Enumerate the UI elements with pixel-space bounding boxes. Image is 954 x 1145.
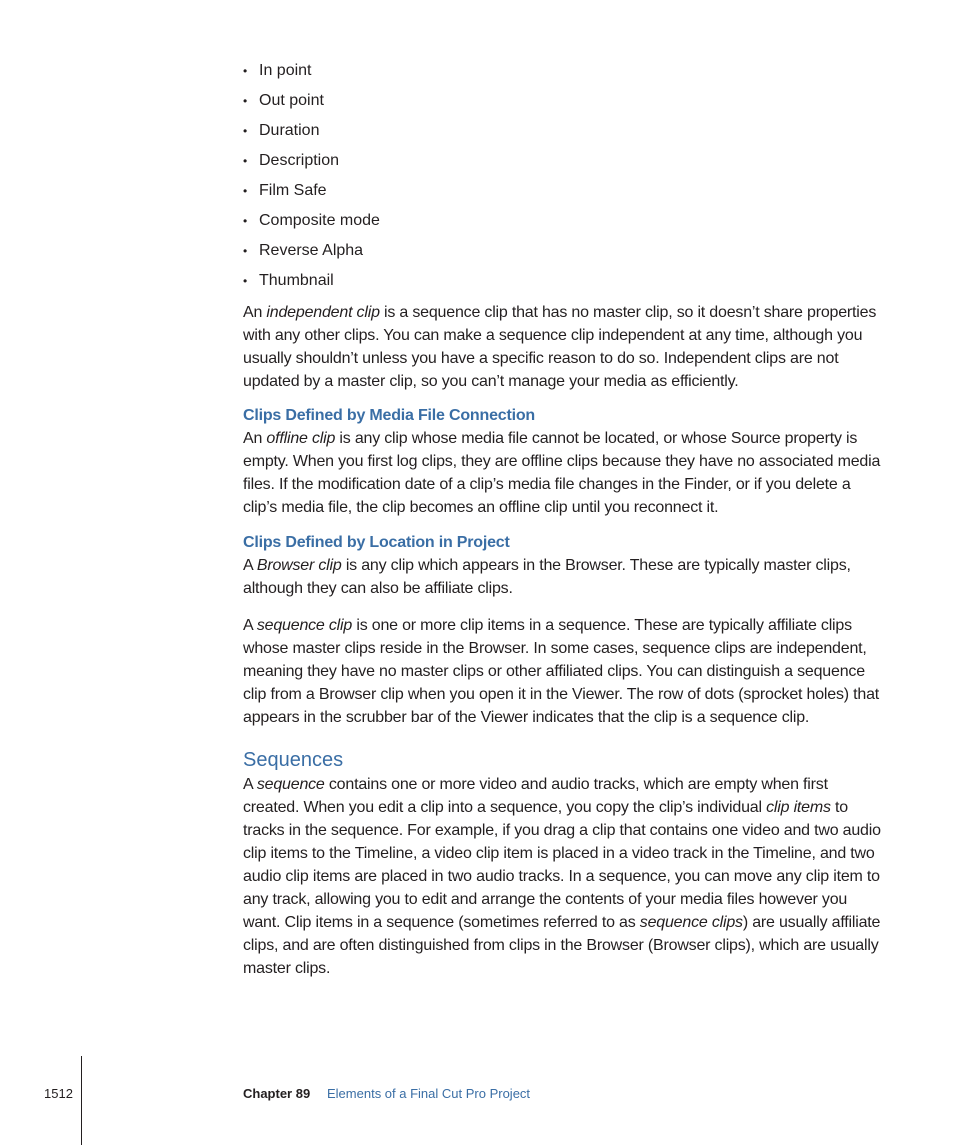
list-item: • Reverse Alpha <box>243 242 364 259</box>
property-list <box>243 61 883 291</box>
page-content <box>243 61 883 980</box>
page-number: 1512 <box>44 1086 73 1101</box>
footer-chapter-label: Chapter 89 <box>243 1086 311 1101</box>
paragraph-sequence-clip: A sequence clip is one or more clip items in a sequence. These are typically affiliate clips whose master clips reside in the Browser. In some cases, sequence clips are independent, meaning they have no master clips or other affiliated clips. You can distinguish a sequence clip from a Browser clip when you open it in the Viewer. The row of dots (sprocket holes) that appears in the scrubber bar of the Viewer indicates that the clip is a sequence clip. <box>243 617 880 726</box>
footer-divider <box>81 1056 82 1145</box>
list-item: • Composite mode <box>243 212 380 229</box>
list-item: • Duration <box>243 122 320 139</box>
paragraph-browser-clip: A Browser clip is any clip which appears in the Browser. These are typically master clips, although they can also be affiliate clips. <box>243 557 851 597</box>
paragraph-sequences: A sequence contains one or more video and audio tracks, which are empty when first created. When you edit a clip into a sequence, you copy the clip’s individual clip items to tracks in the sequence. For example, if you drag a clip that contains one video and two audio clip items to the Timeline, a video clip item is placed in a video track in the Timeline, and two audio clip items are placed in two audio tracks. In a sequence, you can move any clip item to any track, allowing you to edit and arrange the contents of your media files however you want. Clip items in a sequence (sometimes referred to as sequence clips) are usually affiliate clips, and are often distinguished from clips in the Browser (Browser clips), which are usually master clips. <box>243 776 881 977</box>
heading-location-in-project: Clips Defined by Location in Project <box>243 534 510 551</box>
footer-chapter-title: Elements of a Final Cut Pro Project <box>327 1086 531 1101</box>
list-item: • Description <box>243 152 340 169</box>
list-item: • Thumbnail <box>243 272 334 289</box>
list-item: • Film Safe <box>243 182 327 199</box>
heading-media-file-connection: Clips Defined by Media File Connection <box>243 407 535 424</box>
heading-sequences: Sequences <box>243 749 344 771</box>
list-item: • In point <box>243 62 312 79</box>
list-item: • Out point <box>243 92 324 109</box>
paragraph-independent-clip: An independent clip is a sequence clip that has no master clip, so it doesn’t share properties with any other clips. You can make a sequence clip independent at any time, although you usually shouldn’t unless you have a specific reason to do so. Independent clips are not updated by a master clip, so you can’t manage your media as efficiently. <box>243 304 877 390</box>
paragraph-offline-clip: An offline clip is any clip whose media file cannot be located, or whose Source property is empty. When you first log clips, they are offline clips because they have no associated media files. If the modification date of a clip’s media file changes in the Finder, or if you delete a clip’s media file, the clip becomes an offline clip until you reconnect it. <box>243 430 881 516</box>
